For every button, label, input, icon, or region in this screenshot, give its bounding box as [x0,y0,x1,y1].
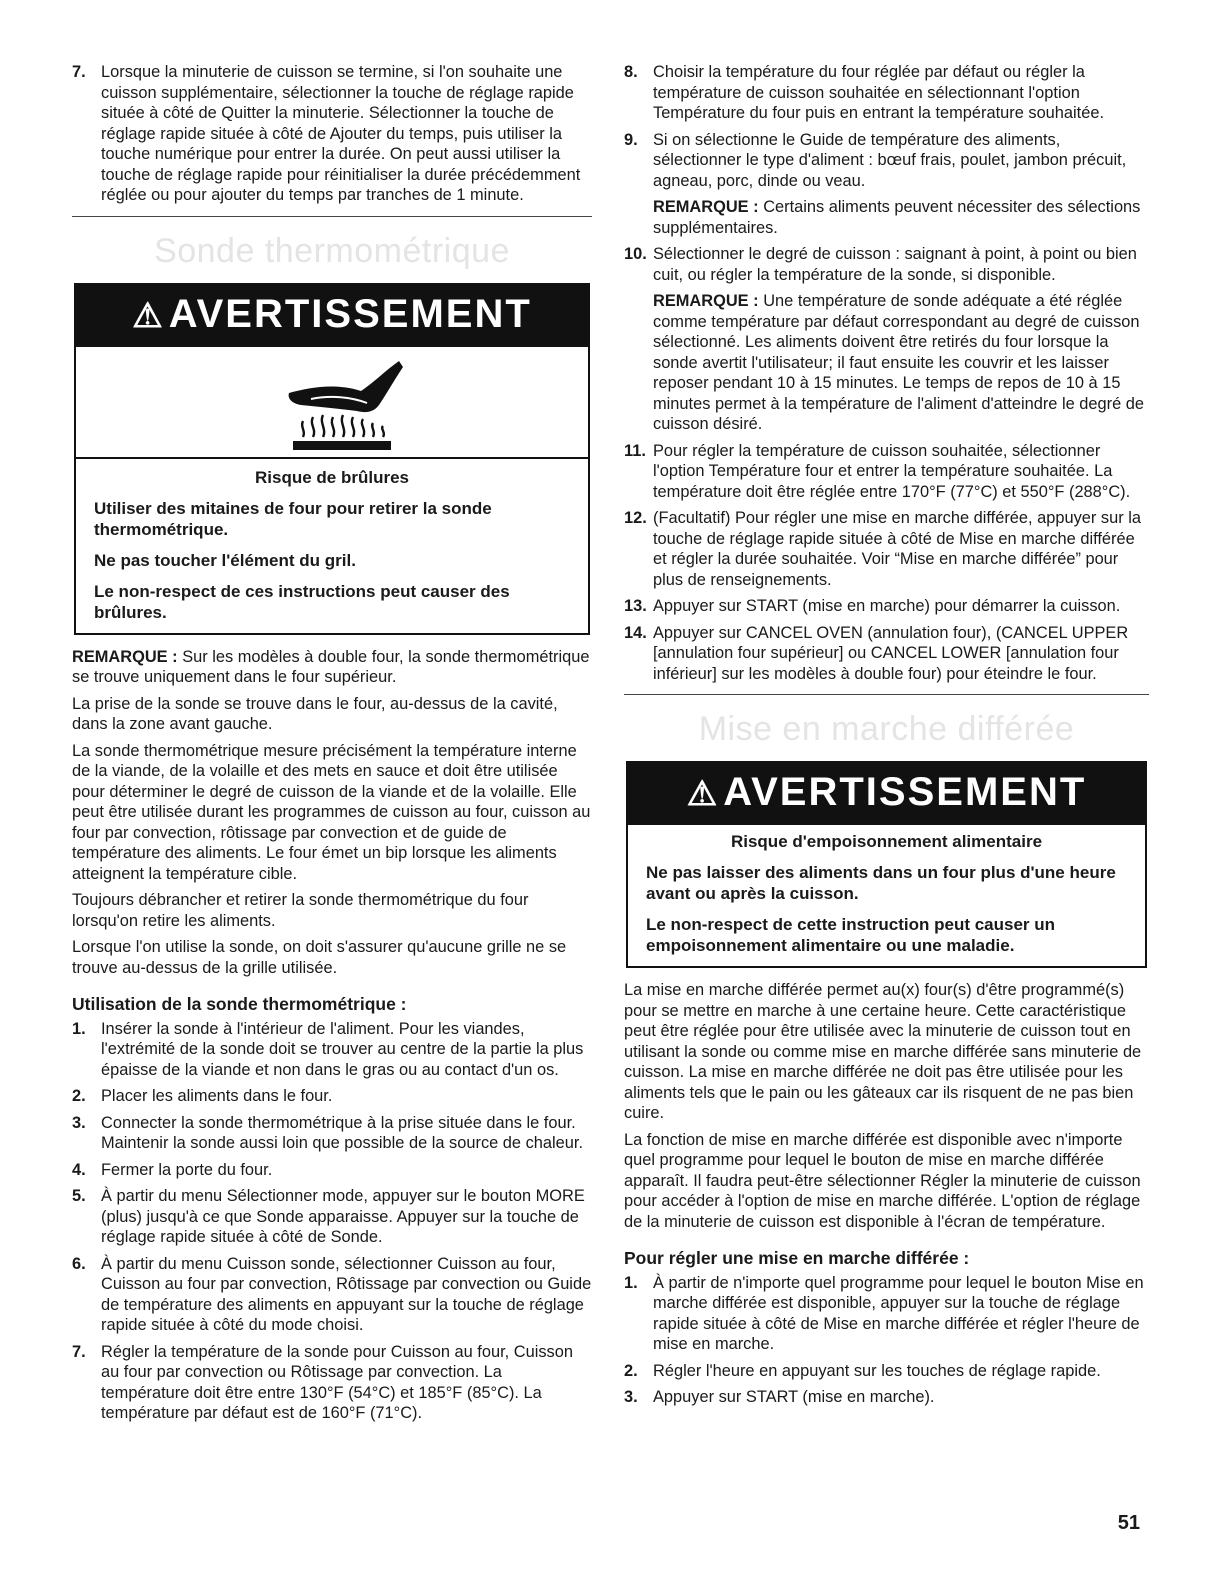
item-text: À partir du menu Cuisson sonde, sélectionner Cuisson au four, Cuisson au four par convection, Rôtissage par convection ou Guide de température des aliments en appuyant sur la touche de réglage rapide située à côté du mode choisi. [101,1254,592,1334]
warning-line: Le non-respect de ces instructions peut causer des brûlures. [94,581,510,622]
section-title-probe: Sonde thermométrique [154,231,510,270]
warning-header-text: AVERTISSEMENT [168,291,532,336]
left-column [72,62,592,1430]
warning-line: Utiliser des mitaines de four pour retirer la sonde thermométrique. [94,498,492,539]
warning-box-food-poisoning [626,761,1147,968]
item-note [653,291,1149,435]
paragraph: La fonction de mise en marche différée est disponible avec n'importe quel programme pour lequel le bouton de mise en marche différée apparaît. Il faudra peut-être sélectionner Régler la minuterie de cuisson pour accéder à l'option de mise en marche différée. L'option de réglage de la minuterie de cuisson est disponible à l'écran de température. [624,1130,1141,1231]
paragraph: Toujours débrancher et retirer la sonde thermométrique du four lorsqu'on retire les aliments. [72,891,529,930]
warning-header [628,763,1145,823]
list-item [624,244,1149,435]
list-item [624,62,1149,124]
remark-text: Sur les modèles à double four, la sonde thermométrique se trouve uniquement dans le four supérieur. [72,647,590,686]
item-text: Appuyer sur START (mise en marche) pour démarrer la cuisson. [653,597,1121,615]
note-text: Une température de sonde adéquate a été réglée comme température par défaut correspondant au degré de cuisson sélectionné. Les aliments doivent être retirés du four lorsque la sonde avertit l'utilisateur; il faut ensuite les couvrir et les laisser reposer pendant 10 à 15 minutes. Le temps de repos de 10 à 15 minutes permet à la température de l'aliment d'atteindre le degré de cuisson désiré. [653,292,1144,433]
item-number: 9. [624,130,638,149]
item-note [653,197,1149,238]
list-item [624,508,1149,590]
list-item [624,1387,1149,1408]
list-item [624,130,1149,239]
remark-label: REMARQUE : [72,647,178,666]
warning-body [628,823,1145,966]
list-item [72,1113,592,1154]
warning-title: Risque de brûlures [255,467,409,487]
item-number: 10. [624,245,647,263]
right-column [624,62,1149,1414]
item-text: Insérer la sonde à l'intérieur de l'aliment. Pour les viandes, l'extrémité de la sonde doit se trouver au centre de la partie la plus épaisse de la viande et non dans le gras ou au contact d'un os. [101,1019,584,1079]
warning-box-burn [74,283,590,635]
item-number: 4. [72,1160,86,1179]
item-text: Choisir la température du four réglée par défaut ou régler la température de cuisson souhaitée en sélectionnant l'option Température du four puis en entrant la température souhaitée. [653,63,1105,122]
item-body [653,130,1149,239]
list-item [72,1342,592,1424]
item-number: 1. [72,1019,86,1038]
item-body [653,244,1149,435]
item-text: Connecter la sonde thermométrique à la prise située dans le four. Maintenir la sonde aussi loin que possible de la source de chaleur. [101,1113,584,1152]
hand-over-heat-warning-icon [281,353,411,453]
warning-body [76,459,588,633]
warning-line: Ne pas laisser des aliments dans un four plus d'une heure avant ou après la cuisson. [646,863,1116,903]
item-number: 7. [72,1342,86,1361]
item-number: 8. [624,63,638,81]
item-number: 7. [72,63,86,81]
list-item [72,1160,592,1181]
list-item [72,1019,592,1081]
paragraph: La mise en marche différée permet au(x) four(s) d'être programmé(s) pour se mettre en marche à une certaine heure. Cette caractéristique peut être réglée pour être utilisée avec la minuterie de cuisson tout en utilisant la sonde ou comme mise en marche différée sans minuterie de cuisson. La mise en marche différée ne doit pas être utilisée pour les aliments tels que le pain ou les gâteaux car ils risquent de ne pas bien cuire. [624,981,1142,1122]
warning-header [76,285,588,345]
item-number: 11. [624,441,646,460]
item-number: 5. [72,1187,86,1205]
item-text: Sélectionner le degré de cuisson : saignant à point, à point ou bien cuit, ou régler la température de la sonde, si disponible. [653,245,1137,284]
note-label: REMARQUE : [653,292,759,310]
list-item [72,1254,592,1336]
note-text: Certains aliments peuvent nécessiter des sélections supplémentaires. [653,198,1141,237]
warning-header-text: AVERTISSEMENT [723,770,1087,814]
item-text: Placer les aliments dans le four. [101,1087,333,1105]
list-item [72,62,592,206]
item-text: Régler la température de la sonde pour Cuisson au four, Cuisson au four par convection ou Rôtissage par convection. La température doit être entre 130°F (54°C) et 185°F (85°C). La température par défaut est de 160°F (71°C). [101,1342,573,1422]
subheading-set-delay: Pour régler une mise en marche différée : [624,1248,970,1268]
item-text: Appuyer sur START (mise en marche). [653,1388,935,1406]
item-number: 2. [624,1361,638,1380]
item-number: 12. [624,509,647,527]
page-number: 51 [1117,1512,1140,1534]
note-label: REMARQUE : [653,198,759,216]
item-number: 14. [624,623,647,642]
item-number: 3. [72,1113,86,1132]
item-number: 3. [624,1388,638,1406]
item-text: (Facultatif) Pour régler une mise en marche différée, appuyer sur la touche de réglage rapide située à côté de Mise en marche différée et régler la durée souhaitée. Voir “Mise en marche différée” pour plus de renseignements. [653,509,1142,589]
remark-paragraph [72,647,592,688]
item-number: 1. [624,1273,638,1292]
paragraph: La prise de la sonde se trouve dans le four, au-dessus de la cavité, dans la zone avant gauche. [72,694,558,733]
item-number: 6. [72,1254,86,1273]
list-item [624,1361,1149,1382]
list-item [624,596,1149,617]
item-text: Lorsque la minuterie de cuisson se termine, si l'on souhaite une cuisson supplémentaire, sélectionner la touche de réglage rapide située à côté de Quitter la minuterie. Sélectionner la touche de réglage rapide située à côté de Ajouter du temps, puis utiliser la touche numérique pour entrer la durée. On peut aussi utiliser la touche de réglage rapide pour réinitialiser la durée précédemment réglée ou pour ajouter du temps par tranches de 1 minute. [101,63,581,204]
list-item [624,623,1149,685]
paragraph: Lorsque l'on utilise la sonde, on doit s'assurer qu'aucune grille ne se trouve au-dessus de la grille utilisée. [72,938,567,977]
item-text: À partir du menu Sélectionner mode, appuyer sur le bouton MORE (plus) jusqu'à ce que Sonde apparaisse. Appuyer sur la touche de réglage rapide située à côté de Sonde. [101,1187,585,1246]
paragraph: La sonde thermométrique mesure précisément la température interne de la viande, de la volaille et des mets en sauce et doit être utilisée pour déterminer le degré de cuisson de la viande et de la volaille. Elle peut être utilisée durant les programmes de cuisson au four, cuisson au four par convection, rôtissage par convection et de guide de température des aliments. Le four émet un bip lorsque les aliments atteignent la température cible. [72,741,591,883]
list-item [624,441,1149,503]
warning-triangle-icon: ⚠ [686,775,720,813]
item-text: Pour régler la température de cuisson souhaitée, sélectionner l'option Température four et entrer la température souhaitée. La température doit être réglée entre 170°F (77°C) et 550°F (288°C). [653,441,1131,501]
item-text: Régler l'heure en appuyant sur les touches de réglage rapide. [653,1361,1101,1380]
item-number: 13. [624,597,647,615]
warning-title: Risque d'empoisonnement alimentaire [730,832,1043,851]
subheading-probe-use: Utilisation de la sonde thermométrique : [72,994,407,1014]
item-text: Fermer la porte du four. [101,1160,273,1179]
item-text: À partir de n'importe quel programme pour lequel le bouton Mise en marche différée est disponible, appuyer sur la touche de réglage rapide située à côté de Mise en marche différée et régler l'heure de mise en marche. [653,1273,1144,1353]
section-divider [624,694,1149,695]
warning-line: Le non-respect de cette instruction peut causer un empoisonnement alimentaire ou une maladie. [646,915,1056,955]
item-text: Appuyer sur CANCEL OVEN (annulation four), (CANCEL UPPER [annulation four supérieur] ou CANCEL LOWER [annulation four inférieur] sur les modèles à double four) pour éteindre le four. [653,623,1129,683]
warning-triangle-icon: ⚠ [132,296,165,335]
section-title-delay-start: Mise en marche différée [698,710,1075,748]
section-divider [72,216,592,217]
list-item [624,1273,1149,1355]
warning-picture [76,345,588,459]
list-item [72,1086,592,1107]
warning-line: Ne pas toucher l'élément du gril. [94,550,356,570]
item-text: Si on sélectionne le Guide de température des aliments, sélectionner le type d'aliment : bœuf frais, poulet, jambon précuit, agneau, porc, dinde ou veau. [653,130,1127,190]
item-number: 2. [72,1087,86,1105]
list-item [72,1186,592,1248]
